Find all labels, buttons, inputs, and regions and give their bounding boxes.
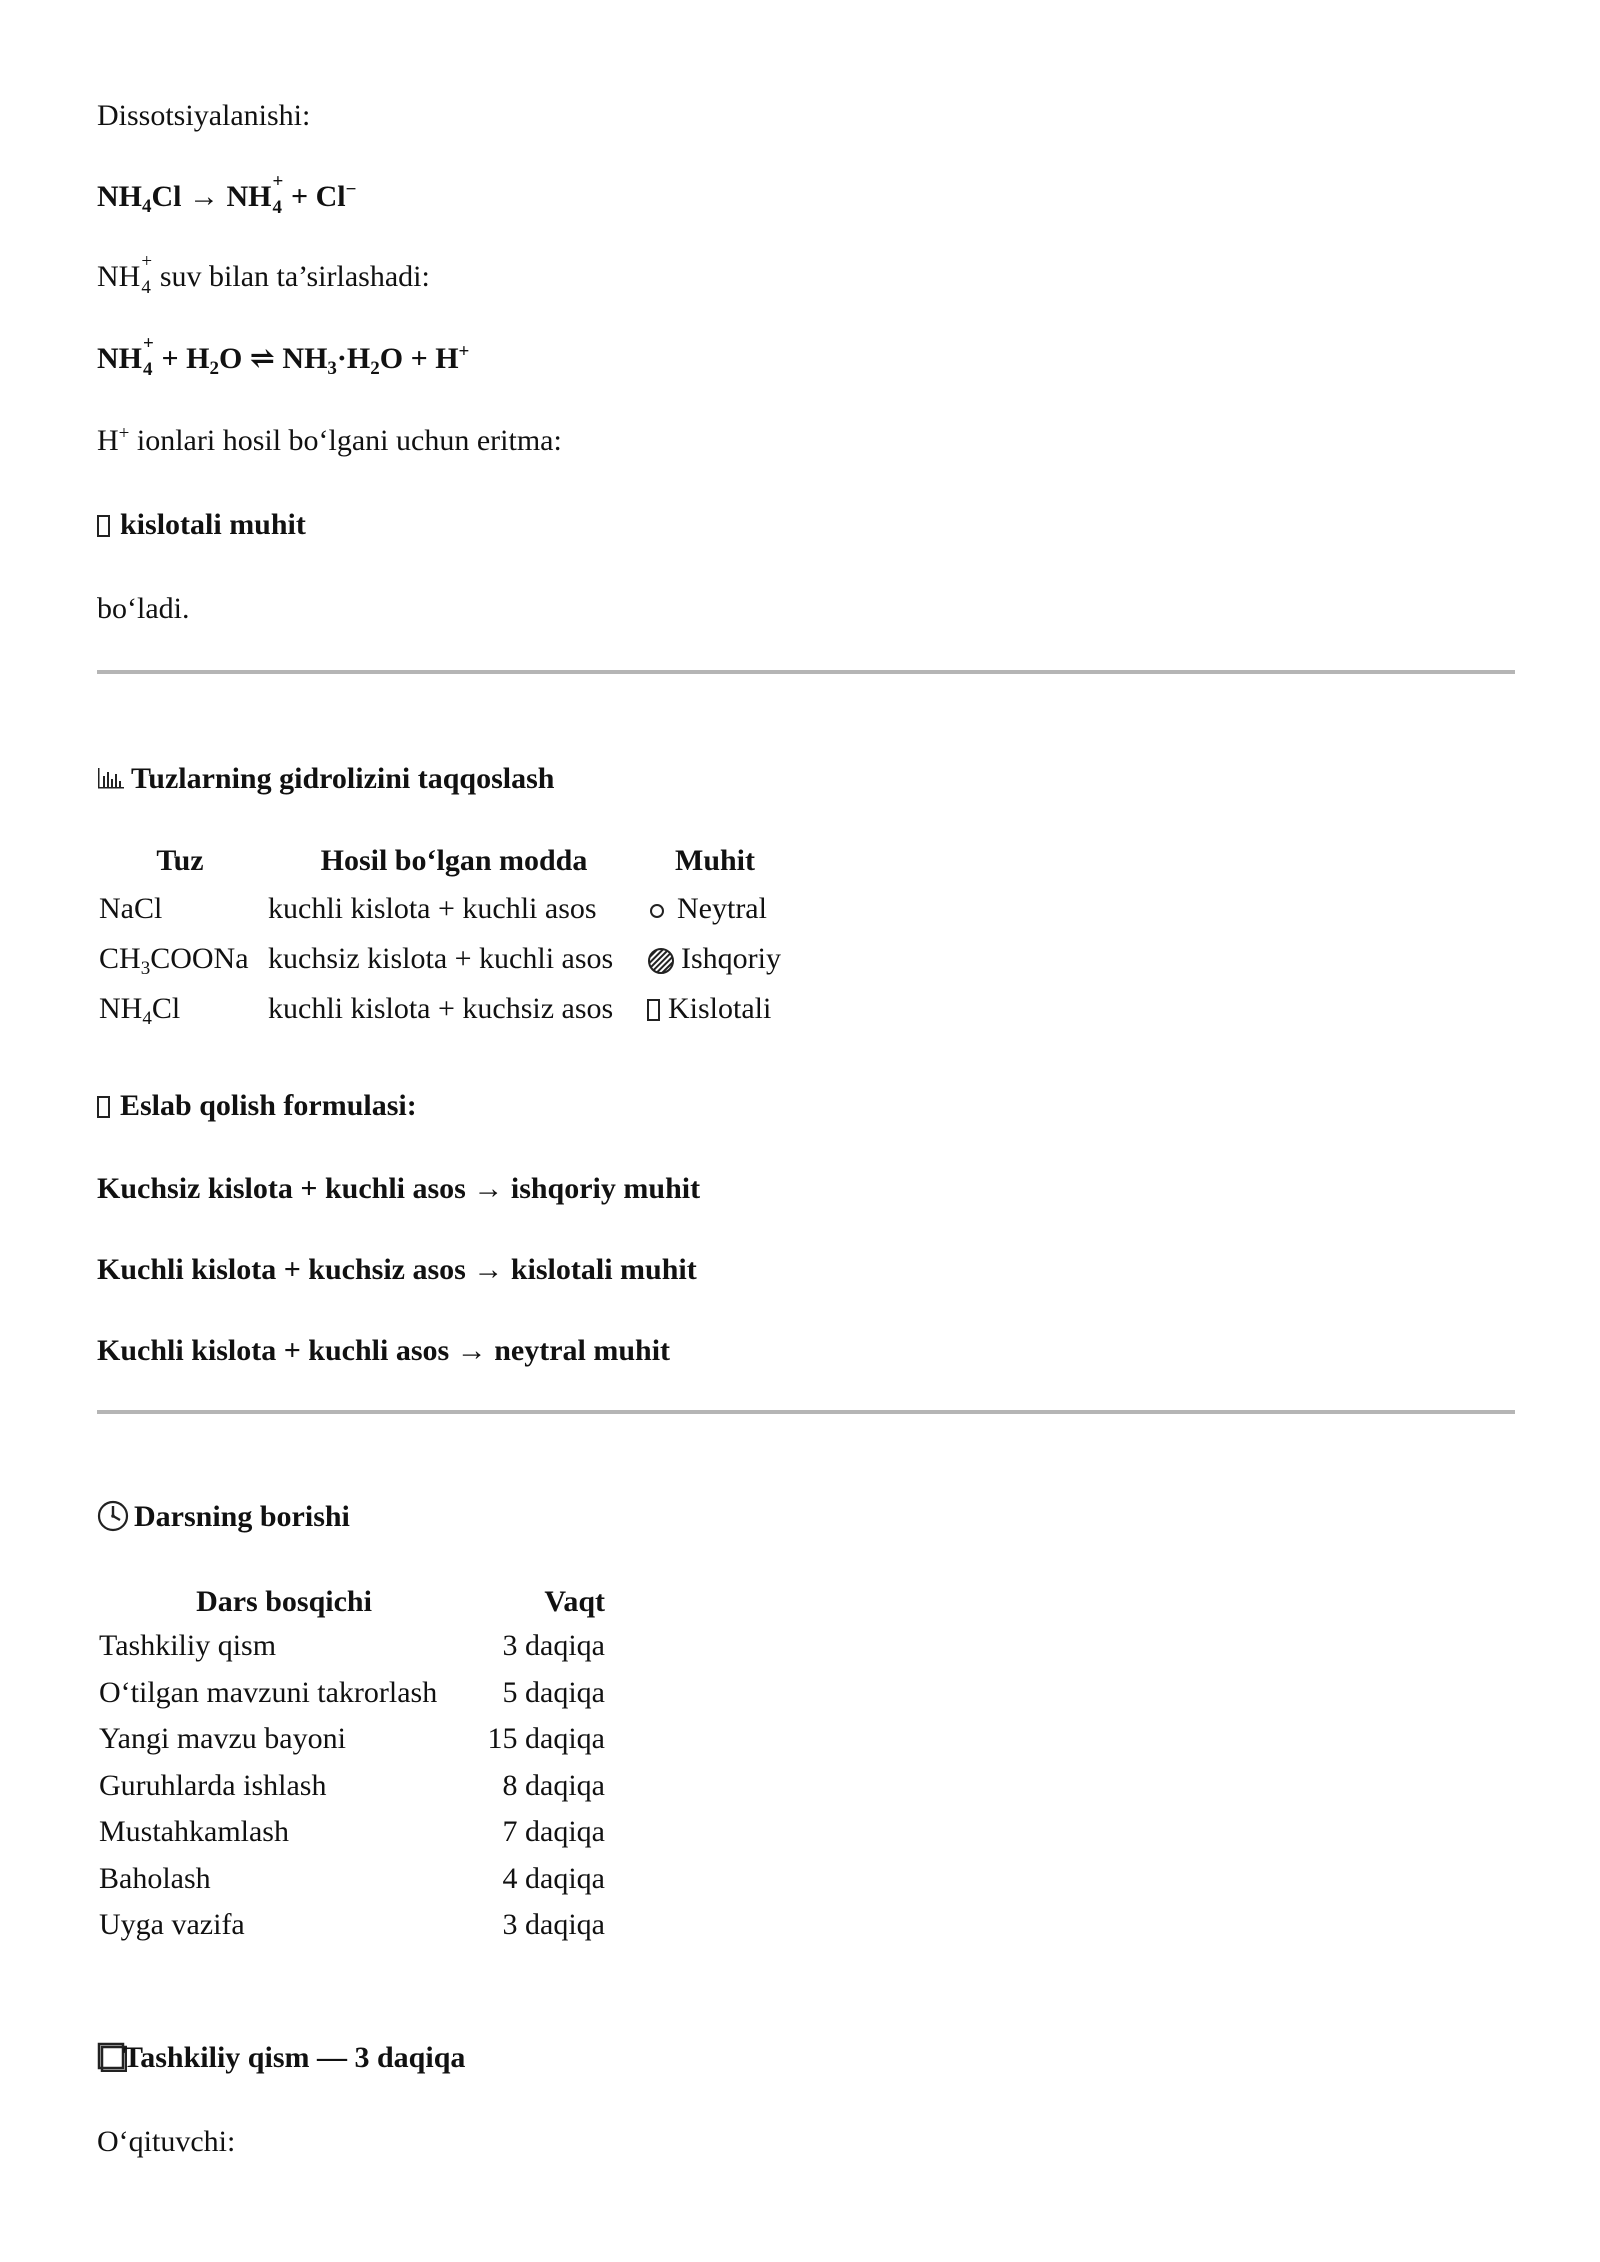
- lesson-heading: Darsning borishi: [97, 1499, 350, 1535]
- stage-cell: Mustahkamlash: [99, 1815, 289, 1848]
- table-header-row: [97, 844, 783, 892]
- table-row: [97, 1629, 607, 1676]
- medium-cell: Kislotali: [645, 992, 783, 1042]
- column-header: Vaqt: [544, 1585, 605, 1618]
- column-header: Tuz: [156, 844, 204, 877]
- salt-cell: $NH_4Cl$: [99, 992, 181, 1029]
- time-cell: 5 daqiqa: [502, 1675, 605, 1709]
- memory-heading: Eslab qolish formulasi:: [97, 1088, 417, 1124]
- result-acidic: kislotali muhit: [97, 507, 306, 543]
- table-row: [97, 1815, 607, 1862]
- column-header: Hosil bo‘lgan modda: [320, 844, 588, 877]
- divider: [97, 670, 1515, 674]
- section-heading: Tashkiliy qism — 3 daqiqa: [97, 2040, 465, 2076]
- missing-glyph-icon: [97, 1096, 110, 1118]
- equation-dissociation: $NH_4Cl$ → NH 4 + + Cl−: [97, 171, 357, 218]
- stage-cell: Yangi mavzu bayoni: [99, 1722, 346, 1755]
- stage-cell: Guruhlarda ishlash: [99, 1768, 327, 1802]
- missing-glyph-icon: [97, 515, 110, 537]
- lesson-plan-table: [97, 1585, 607, 1955]
- time-cell: 4 daqiqa: [502, 1861, 605, 1895]
- hydrolysis-table: [97, 844, 783, 1042]
- table-row: [97, 1769, 607, 1816]
- table-row: [97, 1722, 607, 1769]
- stage-cell: Uyga vazifa: [99, 1908, 245, 1941]
- divider: [97, 1410, 1515, 1414]
- time-cell: 3 daqiqa: [502, 1629, 605, 1662]
- time-cell: 7 daqiqa: [502, 1815, 605, 1848]
- medium-cell: Ishqoriy: [645, 942, 783, 992]
- table-row: [97, 892, 783, 942]
- missing-glyph-icon: [647, 999, 660, 1021]
- memory-rule: Kuchli kislota + kuchli asos → neytral muhit: [97, 1334, 671, 1367]
- hatched-circle-icon: [647, 947, 675, 975]
- salt-cell: NaCl: [99, 892, 163, 925]
- substance-cell: kuchli kislota + kuchli asos: [268, 892, 597, 925]
- column-header: Muhit: [675, 844, 756, 877]
- stage-cell: Baholash: [99, 1861, 211, 1895]
- teacher-label: O‘qituvchi:: [97, 2125, 236, 2158]
- memory-rule: Kuchli kislota + kuchsiz asos → kislotali muhit: [97, 1253, 697, 1286]
- substance-cell: kuchli kislota + kuchsiz asos: [268, 992, 614, 1025]
- white-circle-icon: [647, 901, 667, 921]
- memory-rule: Kuchsiz kislota + kuchli asos → ishqoriy muhit: [97, 1172, 701, 1205]
- table-row: [97, 1676, 607, 1723]
- equation-hydrolysis: NH 4 + + $H_2O$ ⇌ $NH_3\cdot H_2O + H^+$: [97, 333, 470, 380]
- stage-cell: Tashkiliy qism: [99, 1629, 277, 1662]
- time-cell: 8 daqiqa: [502, 1768, 605, 1802]
- table-row: [97, 942, 783, 992]
- medium-cell: Neytral: [645, 892, 783, 942]
- time-cell: 15 daqiqa: [487, 1722, 605, 1755]
- salt-cell: $CH_3COONa$: [99, 942, 249, 979]
- hydrogen-ion-text: H+ ionlari hosil bo‘lgani uchun eritma:: [97, 423, 562, 457]
- stage-cell: O‘tilgan mavzuni takrorlash: [99, 1675, 438, 1709]
- comparison-heading: Tuzlarning gidrolizini taqqoslash: [97, 761, 554, 797]
- table-row: [97, 1862, 607, 1909]
- substance-cell: kuchsiz kislota + kuchli asos: [268, 942, 614, 975]
- time-cell: 3 daqiqa: [502, 1908, 605, 1941]
- table-row: [97, 1908, 607, 1955]
- ammonium-water-text: NH 4 + suv bilan ta’sirlashadi:: [97, 251, 430, 298]
- clock-icon: [97, 1500, 129, 1532]
- result-end-text: bo‘ladi.: [97, 592, 190, 625]
- column-header: Dars bosqichi: [196, 1585, 372, 1618]
- table-header-row: [97, 1585, 607, 1629]
- table-row: [97, 992, 783, 1042]
- bar-chart-icon: [97, 766, 125, 790]
- dissociation-label: Dissotsiyalanishi:: [97, 99, 311, 132]
